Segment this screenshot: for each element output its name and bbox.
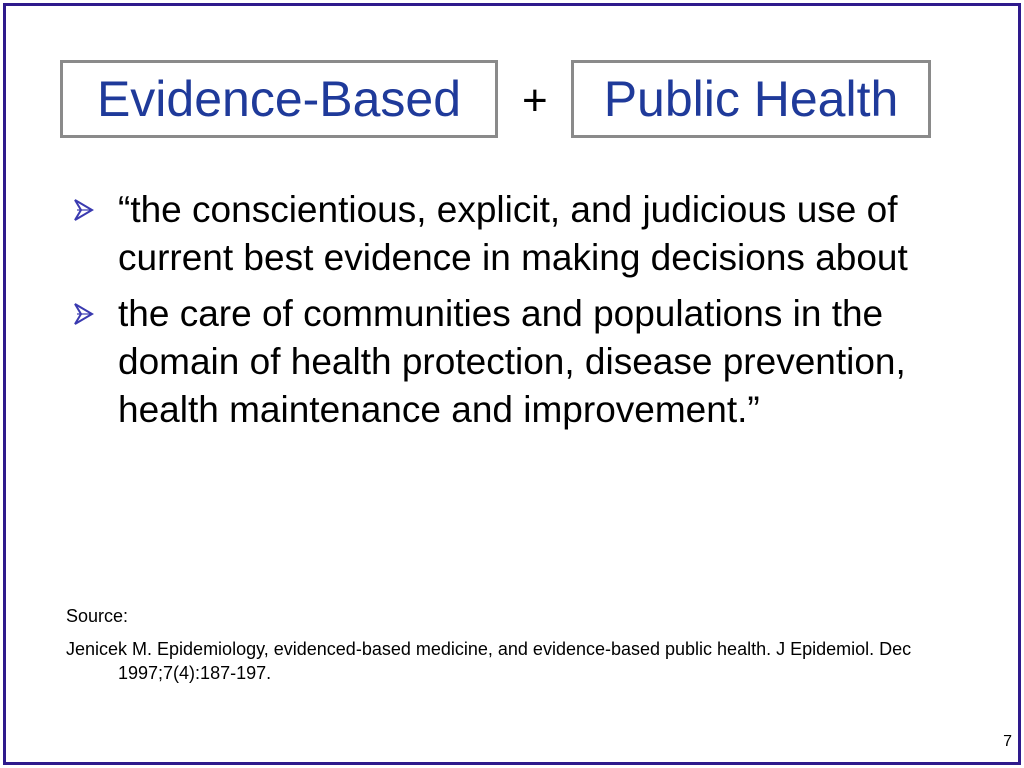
- title-box-public-health: [571, 60, 931, 138]
- title-right-text: Public Health: [603, 71, 899, 127]
- plus-sign: +: [522, 76, 548, 125]
- bullet-item: [72, 186, 952, 282]
- page-number: 7: [1003, 733, 1012, 750]
- citation: Jenicek M. Epidemiology, evidenced-based medicine, and evidence-based public health. J Epidemiol. Dec 1997;7(4):187-197.: [66, 639, 912, 683]
- title-left-text: Evidence-Based: [96, 71, 462, 127]
- arrow-bullet-icon: [72, 303, 94, 325]
- title-box-evidence-based: [60, 60, 498, 138]
- arrow-bullet-icon: [72, 199, 94, 221]
- bullet-item: [72, 290, 952, 434]
- source-label: Source:: [66, 606, 129, 626]
- bullet-list: [72, 186, 952, 442]
- bullet-text: the care of communities and populations in the domain of health protection, disease prevention, health maintenance and improvement.”: [118, 293, 906, 430]
- bullet-text: “the conscientious, explicit, and judicious use of current best evidence in making decisions about: [118, 189, 908, 278]
